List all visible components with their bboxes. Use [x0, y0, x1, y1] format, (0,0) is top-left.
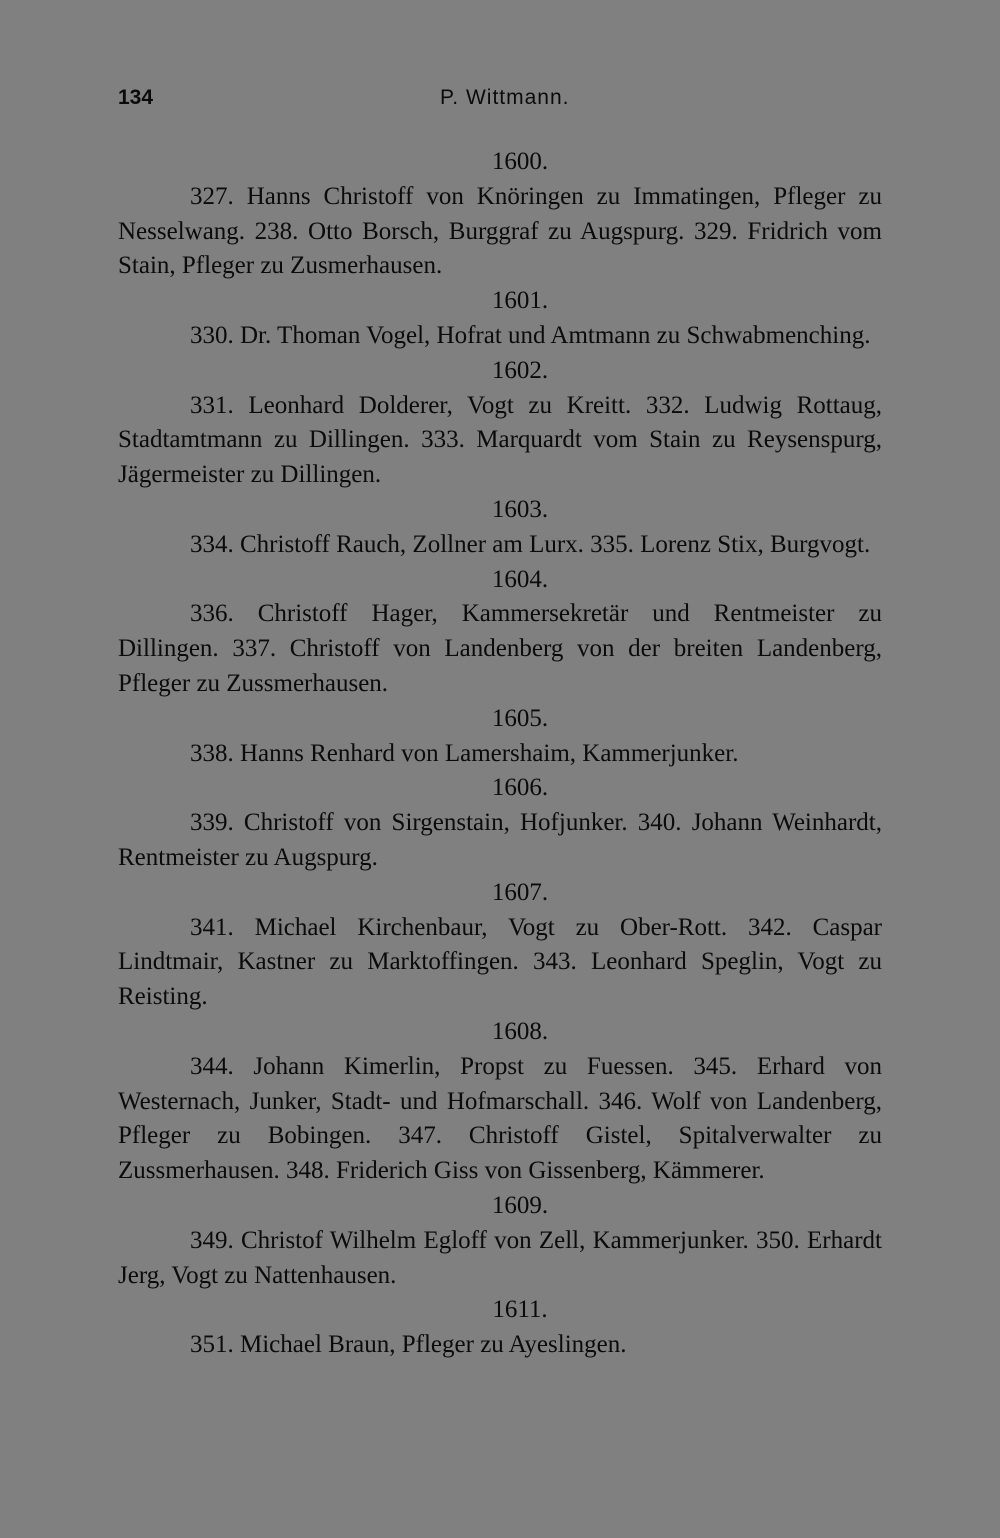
entry-paragraph: 331. Leonhard Dolderer, Vogt zu Kreitt. 332. Ludwig Rottaug, Stadtamtmann zu Dillingen. 333. Marquardt vom Stain zu Reysenspurg, Jägermeister zu Dillingen.	[118, 391, 882, 489]
entry-paragraph: 341. Michael Kirchenbaur, Vogt zu Ober-Rott. 342. Caspar Lindtmair, Kastner zu Marktoffingen. 343. Leonhard Speglin, Vogt zu Reisting.	[118, 913, 882, 1011]
year-section-1602	[118, 354, 882, 493]
entry-paragraph: 327. Hanns Christoff von Knöringen zu Immatingen, Pfleger zu Nesselwang. 238. Otto Borsch, Burggraf zu Augspurg. 329. Fridrich vom Stain, Pfleger zu Zusmerhausen.	[118, 182, 882, 280]
year-heading: 1601.	[491, 287, 549, 315]
year-heading: 1607.	[491, 878, 549, 906]
document-page	[118, 80, 882, 1363]
year-section-1600	[118, 145, 882, 284]
year-heading: 1608.	[491, 1017, 549, 1045]
entry-paragraph: 351. Michael Braun, Pfleger zu Ayeslingen.	[190, 1331, 627, 1359]
entry-paragraph: 338. Hanns Renhard von Lamershaim, Kammerjunker.	[190, 739, 739, 767]
entry-paragraph: 330. Dr. Thoman Vogel, Hofrat und Amtmann zu Schwabmenching.	[190, 321, 871, 349]
year-heading: 1604.	[491, 565, 549, 593]
year-section-1606	[118, 771, 882, 875]
year-section-1603	[118, 493, 882, 563]
year-heading: 1603.	[491, 495, 549, 523]
year-heading: 1611.	[492, 1296, 548, 1324]
year-heading: 1602.	[491, 356, 549, 384]
entry-paragraph: 349. Christof Wilhelm Egloff von Zell, Kammerjunker. 350. Erhardt Jerg, Vogt zu Nattenhausen.	[118, 1226, 882, 1289]
page-header	[118, 80, 882, 120]
year-section-1607	[118, 876, 882, 1015]
year-heading: 1605.	[491, 704, 549, 732]
year-section-1605	[118, 702, 882, 772]
entry-paragraph: 336. Christoff Hager, Kammersekretär und Rentmeister zu Dillingen. 337. Christoff von Landenberg von der breiten Landenberg, Pfleger zu Zussmerhausen.	[118, 600, 882, 697]
year-section-1604	[118, 563, 882, 702]
year-section-1609	[118, 1189, 882, 1293]
entry-paragraph: 339. Christoff von Sirgenstain, Hofjunker. 340. Johann Weinhardt, Rentmeister zu Augspurg.	[118, 809, 882, 871]
entry-paragraph: 334. Christoff Rauch, Zollner am Lurx. 335. Lorenz Stix, Burgvogt.	[190, 530, 871, 558]
year-section-1601	[118, 284, 882, 354]
year-heading: 1606.	[491, 774, 549, 802]
year-section-1608	[118, 1015, 882, 1189]
year-heading: 1600.	[491, 148, 549, 175]
year-section-1611	[118, 1293, 882, 1363]
page-number: 134	[118, 86, 154, 109]
year-heading: 1609.	[491, 1191, 549, 1219]
entry-paragraph: 344. Johann Kimerlin, Propst zu Fuessen. 345. Erhard von Westernach, Junker, Stadt- und Hofmarschall. 346. Wolf von Landenberg, Pfleger zu Bobingen. 347. Christoff Gistel, Spitalverwalter zu Zussmerhausen. 348. Friderich Giss von Gissenberg, Kämmerer.	[118, 1052, 882, 1185]
running-head: P. Wittmann.	[440, 86, 570, 109]
